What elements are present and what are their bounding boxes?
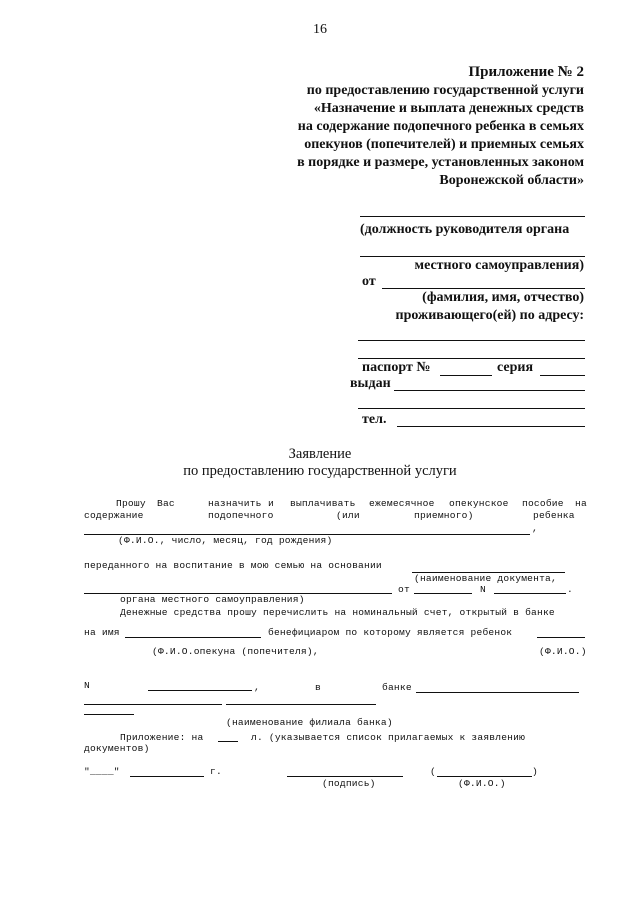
issued-label: выдан (350, 376, 391, 391)
fio-label: (фамилия, имя, отчество) (422, 290, 584, 305)
bank-label: банке (382, 682, 412, 693)
attachment-text-2: л. (указывается список прилагаемых к заявлению (251, 732, 526, 743)
funds-text: Денежные средства прошу перечислить на номинальный счет, открытый в банке (120, 607, 555, 618)
date-day-field[interactable]: "____" (84, 766, 120, 777)
account-number-line[interactable] (148, 690, 252, 691)
bank-line-4[interactable] (84, 714, 134, 715)
year-label: г. (210, 766, 222, 777)
attachment-pages-line[interactable] (218, 741, 238, 742)
body-word: ежемесячное (369, 498, 435, 509)
comma: , (254, 682, 260, 693)
from-label: от (362, 274, 376, 289)
address-field-line-2[interactable] (358, 358, 585, 359)
appendix-line: в порядке и размере, установленных законом (297, 155, 584, 170)
attachment-text: Приложение: на (120, 732, 204, 743)
issued-field-line-2[interactable] (358, 408, 585, 409)
date-month-line[interactable] (130, 776, 204, 777)
position-label-1: (должность руководителя органа (360, 222, 570, 237)
comma: , (532, 523, 538, 534)
body-word: пособие (522, 498, 564, 509)
body-word: Вас (157, 498, 175, 509)
beneficiary-text: бенефициаром по которому является ребенок (268, 627, 513, 638)
position-label-2: местного самоуправления) (414, 258, 584, 273)
passport-label: паспорт № (362, 360, 431, 375)
period: . (567, 584, 573, 595)
phone-label: тел. (362, 412, 387, 427)
transferred-text: переданного на воспитание в мою семью на основании (84, 560, 382, 571)
document-date-line[interactable] (414, 593, 472, 594)
bank-name-line[interactable] (416, 692, 579, 693)
residing-label: проживающего(ей) по адресу: (395, 308, 584, 323)
issued-field-line[interactable] (394, 390, 585, 391)
number-label: N (480, 584, 486, 595)
body-word: приемного) (414, 510, 474, 521)
name-label: на имя (84, 627, 120, 638)
paren-open: ( (430, 766, 436, 777)
address-field-line-1[interactable] (358, 340, 585, 341)
document-number-line[interactable] (494, 593, 566, 594)
document-subtitle: по предоставлению государственной услуги (183, 463, 457, 479)
from-field-line[interactable] (382, 288, 585, 289)
authority-hint: органа местного самоуправления) (120, 594, 305, 605)
body-word: ребенка (533, 510, 575, 521)
body-word: на (575, 498, 587, 509)
document-title: Заявление (288, 446, 352, 462)
signer-fio-hint: (Ф.И.О.) (458, 778, 506, 789)
position-field-line[interactable] (360, 216, 585, 217)
appendix-line: на содержание подопечного ребенка в семьях (297, 119, 584, 134)
appendix-line: Воронежской области» (439, 173, 584, 188)
body-word: и (268, 498, 274, 509)
body-word: Прошу (116, 498, 146, 509)
position-field-line-2[interactable] (360, 256, 585, 257)
guardian-name-line[interactable] (125, 637, 261, 638)
phone-field-line[interactable] (397, 426, 585, 427)
body-word: подопечного (208, 510, 274, 521)
paren-close: ) (532, 766, 538, 777)
attachment-text-3: документов) (84, 743, 150, 754)
from-label-body: от (398, 584, 410, 595)
series-label: серия (497, 360, 534, 375)
signature-hint: (подпись) (322, 778, 376, 789)
signature-line[interactable] (287, 776, 403, 777)
in-label: в (315, 682, 321, 693)
bank-line-3[interactable] (226, 704, 376, 705)
body-word: опекунское (449, 498, 509, 509)
body-word: содержание (84, 510, 144, 521)
page-number: 16 (313, 22, 327, 37)
child-fio-hint: (Ф.И.О., число, месяц, год рождения) (118, 535, 333, 546)
document-hint: (наименование документа, (414, 573, 557, 584)
beneficiary-child-line[interactable] (537, 637, 585, 638)
passport-number-line[interactable] (440, 375, 492, 376)
bank-line-2[interactable] (84, 704, 222, 705)
body-word: выплачивать (290, 498, 356, 509)
branch-hint: (наименование филиала банка) (226, 717, 393, 728)
appendix-line: «Назначение и выплата денежных средств (313, 101, 584, 116)
child-fio-hint-2: (Ф.И.О.) (539, 646, 587, 657)
body-word: (или (336, 510, 360, 521)
appendix-title: Приложение № 2 (468, 64, 584, 80)
account-number-label: N (84, 680, 90, 691)
passport-series-line[interactable] (540, 375, 585, 376)
appendix-line: по предоставлению государственной услуги (306, 83, 584, 98)
guardian-hint: (Ф.И.О.опекуна (попечителя), (152, 646, 319, 657)
body-word: назначить (208, 498, 262, 509)
signer-fio-line[interactable] (437, 776, 532, 777)
appendix-line: опекунов (попечителей) и приемных семьях (304, 137, 584, 152)
